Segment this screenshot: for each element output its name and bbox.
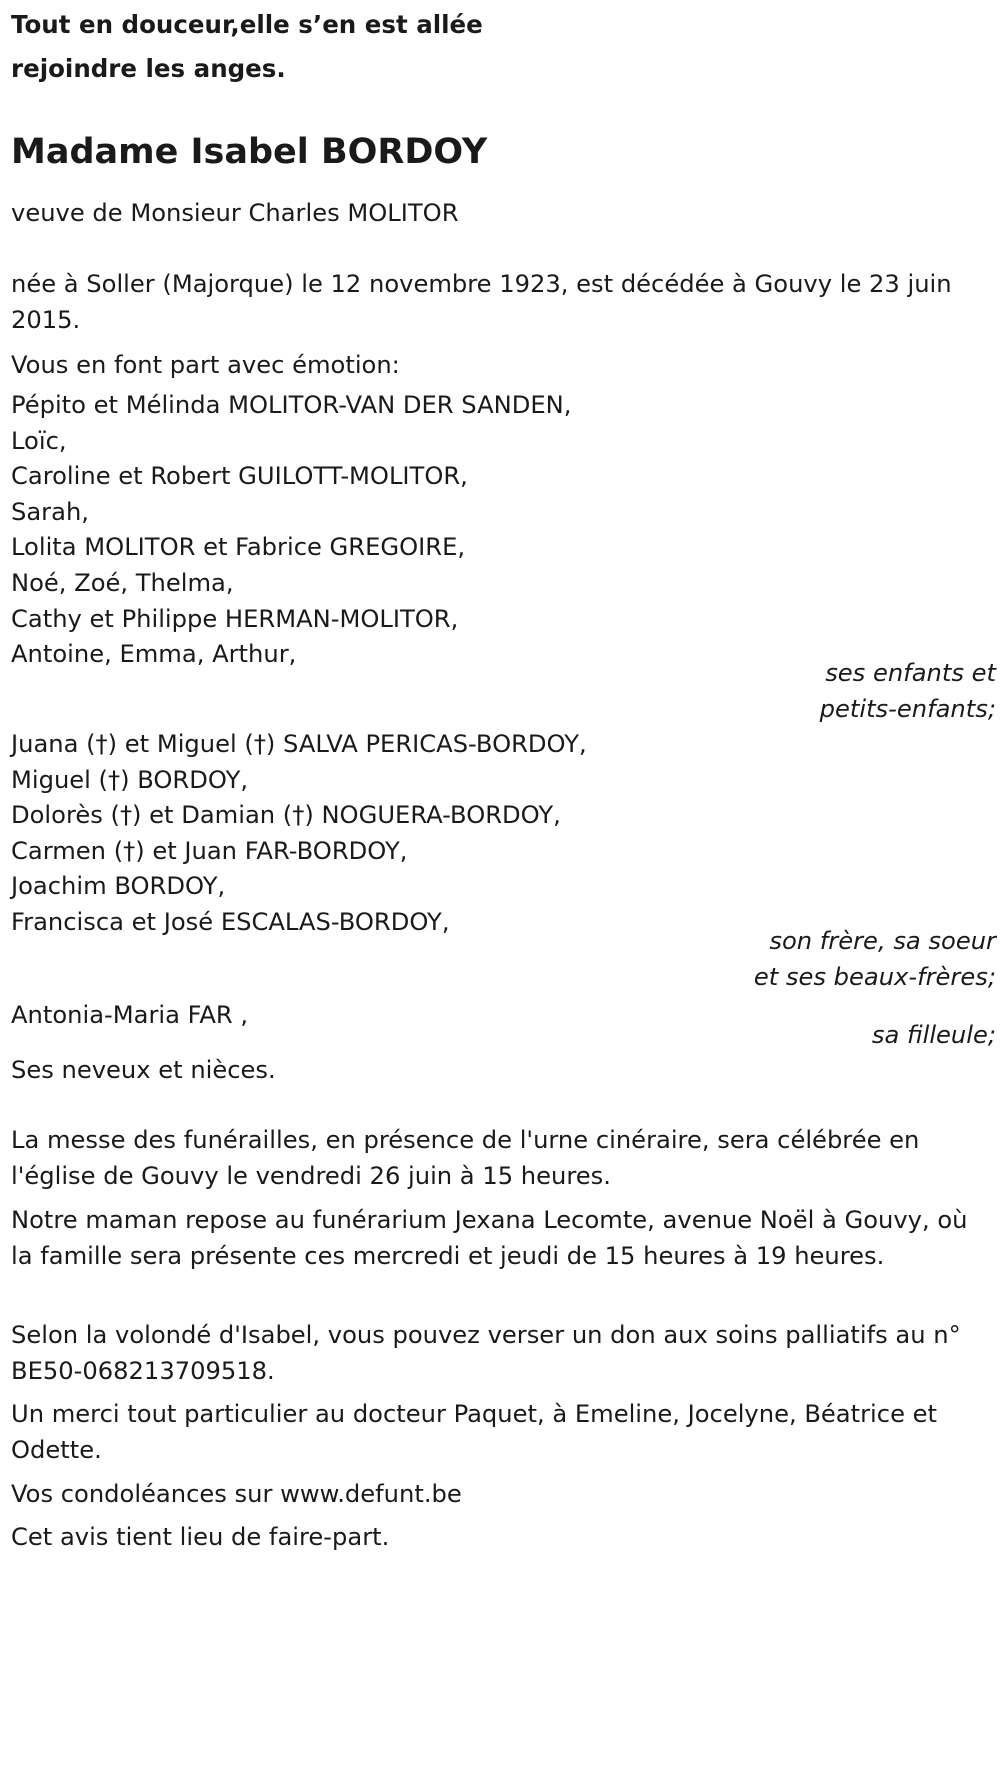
family-member-line: Juana (†) et Miguel (†) SALVA PERICAS-BORDOY, <box>11 730 587 758</box>
notice-line: Cet avis tient lieu de faire-part. <box>11 1523 390 1551</box>
relation-line: petits-enfants; <box>819 694 996 723</box>
relation-line: son frère, sa soeur <box>769 927 996 955</box>
funeral-mass-paragraph: La messe des funérailles, en présence de l'urne cinéraire, sera célébrée en l'église de Gouvy le vendredi 26 juin à 15 heures. <box>11 1126 920 1190</box>
deceased-name: Madame Isabel BORDOY <box>11 132 488 172</box>
children-relation <box>820 656 996 727</box>
intro-quote-line: rejoindre les anges. <box>11 54 286 83</box>
family-member-line: Lolita MOLITOR et Fabrice GREGOIRE, <box>11 533 466 562</box>
family-member-line: Loïc, <box>11 426 67 455</box>
thanks-paragraph: Un merci tout particulier au docteur Paquet, à Emeline, Jocelyne, Béatrice et Odette. <box>11 1400 938 1464</box>
intro-quote-line: Tout en douceur,elle s’en est allée <box>11 10 483 39</box>
family-member-line: Dolorès (†) et Damian (†) NOGUERA-BORDOY, <box>11 801 561 830</box>
children-names-list <box>11 388 571 673</box>
relation-line: ses enfants et <box>825 659 996 687</box>
donation-paragraph: Selon la volondé d'Isabel, vous pouvez verser un don aux soins palliatifs au n° BE50-068213709518. <box>11 1321 961 1385</box>
intro-quote <box>11 0 997 94</box>
family-member-line: Carmen (†) et Juan FAR-BORDOY, <box>11 836 408 865</box>
goddaughter-relation: sa filleule; <box>871 1021 996 1049</box>
family-member-line: Miguel (†) BORDOY, <box>11 765 249 794</box>
family-member-line: Sarah, <box>11 497 89 526</box>
relation-line: et ses beaux-frères; <box>753 962 996 991</box>
siblings-relation <box>754 924 996 995</box>
family-member-line: Joachim BORDOY, <box>11 872 226 901</box>
announcement-line: Vous en font part avec émotion: <box>11 351 400 379</box>
family-member-line: Cathy et Philippe HERMAN-MOLITOR, <box>11 604 459 633</box>
condolences-line: Vos condoléances sur www.defunt.be <box>11 1480 462 1508</box>
birth-death-line: née à Soller (Majorque) le 12 novembre 1923, est décédée à Gouvy le 23 juin 2015. <box>11 270 952 334</box>
family-member-line: Caroline et Robert GUILOTT-MOLITOR, <box>11 462 468 491</box>
siblings-names-list <box>11 727 587 941</box>
family-member-line: Antoine, Emma, Arthur, <box>11 640 297 669</box>
resting-place-paragraph: Notre maman repose au funérarium Jexana Lecomte, avenue Noël à Gouvy, où la famille sera présente ces mercredi et jeudi de 15 heures à 19 heures. <box>11 1206 968 1270</box>
family-member-line: Francisca et José ESCALAS-BORDOY, <box>11 907 450 936</box>
spouse-line: veuve de Monsieur Charles MOLITOR <box>11 199 459 227</box>
nephews-line: Ses neveux et nièces. <box>11 1056 276 1084</box>
obituary-notice <box>11 0 997 1551</box>
family-member-line: Noé, Zoé, Thelma, <box>11 568 234 597</box>
goddaughter-name: Antonia-Maria FAR , <box>11 1001 249 1029</box>
family-member-line: Pépito et Mélinda MOLITOR-VAN DER SANDEN, <box>11 391 572 419</box>
